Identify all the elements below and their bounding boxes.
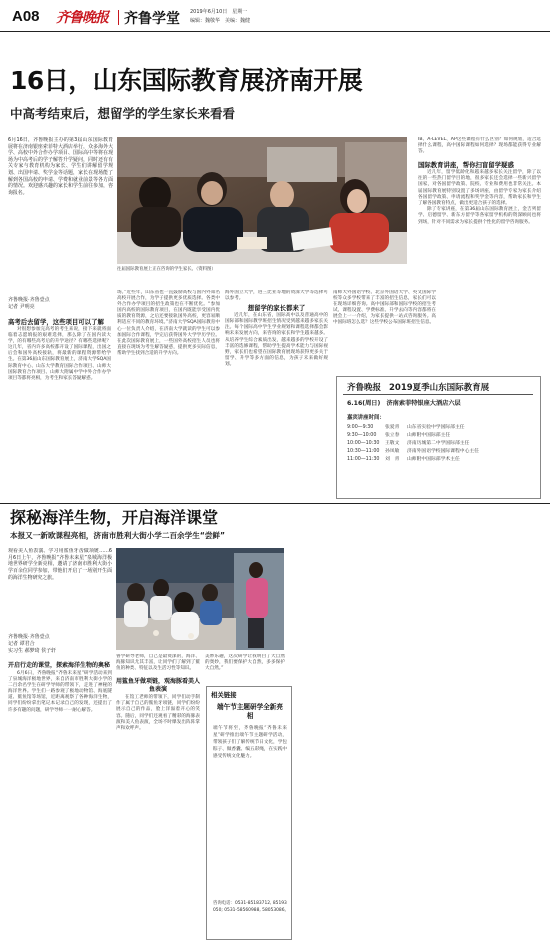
schedule-topic: 山师附中国际部主任 xyxy=(407,433,451,438)
ad-brand: 齐鲁晚报 xyxy=(347,383,382,393)
section-title: 齐鲁学堂 xyxy=(124,11,180,27)
expo-ad-box xyxy=(336,376,541,499)
schedule-speaker: 张爱青 xyxy=(385,425,400,430)
masthead-rule xyxy=(0,31,550,32)
story2-photo xyxy=(116,548,284,650)
related-link-head: 相关链接 xyxy=(211,691,237,699)
related-link-title: 端午节主题研学全新亮相 xyxy=(217,703,283,720)
story2-column-2: 鲁学研导老师，自己是最资深的，海洋、海豚知识尤其丰富，让同学们了解到了鲨鱼的种类、特征以及生活习性等知识。 用鲨鱼牙做项链，观海豚看美人鱼表演 在馆工老师的带领下，同学们动手制作了属于自己的鲨鱼牙项链，同学们纷纷展示自己的作品，脸上洋溢着开心的笑容。随后，同学们还观看了精彩的海豚表演和美人鱼表演，全场不时爆发出阵阵掌声和欢呼声。 xyxy=(116,654,200,731)
related-link-body: 端午节将至，齐鲁晚报“齐鲁未来星”研学推出端午节主题研学活动，带领孩子们了解传统节日文化，学包粽子、做香囊、编五彩绳，在实践中感受传统文化魅力。 xyxy=(213,726,287,759)
schedule-row xyxy=(347,456,537,464)
story2-sec2-title: 用鲨鱼牙做项链，观海豚看美人鱼表演 xyxy=(116,678,200,694)
schedule-row xyxy=(347,424,537,432)
story1-column-2: 场。”近些年，山东省也一直鼓励高校与国内外知名高校开展合作，为学子提供更多优质选择。各类中外合作办学项目的招生政策也在不断优化。“参加国内高校的国际教育项目，在国内既能享受国内优质的教育资源，之后还要接轨国外高校，更容易顺利适应不同的教育环境。”济南大学SQA国际教育中心一位负责人介绍，在济南大学就读的学生可以参加国际合作课程，学完后获得国外大学学历学位。在此次国际教育展上，一些国外高校招生人员也将直接在现场为考生解答疑惑，提供更多实际信息，帮助学生找到合适的升学方向。 xyxy=(117,290,220,356)
schedule-topic: 山东省实验中学国际部主任 xyxy=(407,425,465,430)
story2-lede: 观看美人鱼表演、学习用鲨鱼牙齿做项链……6月6日上午，齐鲁晚报“齐鲁未来星”泉城海洋极地世界研学全新亮相，邀请了济南市胜利大街小学百余位同学参加，带他们开启了一场别开生面的海洋生物研究之旅。 xyxy=(8,548,112,581)
story2-subhead: 本报又一新欧课程亮相，济南市胜利大街小学二百余学生“尝鲜” xyxy=(10,531,226,540)
story1-photo-caption: 往届国际教育展上正在咨询的学生家长。（资料图） xyxy=(117,267,216,272)
story-divider xyxy=(0,503,550,504)
story1-q3-title: 国际教育讲座，帮你扫盲留学疑惑 xyxy=(418,161,514,170)
story2-column-1: 开启行走的课堂，探索海洋生物的奥秘 6月6日，齐鲁晚报“齐鲁未来星”研学活动来到了泉城海洋极地世界，来自济南市胜利大街小学的二百余名学生在研学导师的带领下，走进了神秘的海洋世界。学生们一路参观了极地动物馆、海底隧道、鲨鱼馆等场馆，近距离观察了各种海洋生物，同学们纷纷拿出笔记本记录自己的发现，还提出了许多有趣的问题，研学导师一一耐心解答。 xyxy=(8,662,112,713)
story2-sec1-title: 开启行走的课堂，探索海洋生物的奥秘 xyxy=(8,662,111,669)
story1-column-5: IB、A-LEVEL、AP这些课程有什么区别？如何规划，适合选择什么课程，高中国际课程如何选择？现场都能获得专业解答。 国际教育讲座，帮你扫盲留学疑惑 近几年，留学低龄化和越来越多家长关注留学，除了以往的一些热门留学目的地，很多家长还会选择一些新兴留学国家，对各国留学政策、院校、专业和费用也非常关注。本届国际教育展特别设置了多场讲座，由留学专家为家长介绍各国留学政策、申请流程和奖学金等内容，帮助家长和学生了解各国教育特点，做出更适合孩子的选择。 除了专家讲座，在第36届山东国际教育展上，金吉列留学、启德留学、新东方留学等各家留学机构的资深顾问也将到场，针对不同需求为家长提供个性化的留学咨询服务。 xyxy=(418,137,541,225)
schedule-speaker: 刘 青 xyxy=(385,457,400,462)
page-number: A08 xyxy=(12,8,40,25)
schedule-speaker: 张立春 xyxy=(385,433,400,438)
brand-logo: 齐鲁晚报 xyxy=(56,10,108,26)
schedule-row xyxy=(347,448,537,456)
story2-headline: 探秘海洋生物，开启海洋课堂 xyxy=(10,508,219,527)
schedule-topic: 山师附中国际部学术主任 xyxy=(407,457,460,462)
ad-schedule-title: 嘉宾讲座时间： xyxy=(347,415,385,421)
story1-column-4: 南师大外国语学校、北京外国语大学、英文国际学校等众多学校带来了丰富的招生信息，家长们可以在现场详细咨询。高中国际部和国际学校的招生考试、课程设置、学费标准、升学去向等内容都将在展会上一一介绍，为家长提供一站式咨询服务。高中国际班怎么选？这些学校公布国际班招生信息。 xyxy=(333,290,436,326)
story1-column-3: 海外国立大学，进三比亚等地的资深大学等选择可以参考。 想留学的家长都来了 近几年，在山东省，国际高中以及普通高中的国际部和国际教学班招生情况受到越来越多家长关注。每个国际高中学生学业规划和课程选择都会影响未来发展方向，来咨询的家长和学生越来越多。从培养学生综合素质出发，越来越多的学校开设了丰富的选修课程，帮助学生提高学术能力与国际视野，家长们也希望在国际教育展现场获得更多关于留学、升学等多方面的信息，为孩子未来做好规划。 xyxy=(225,290,328,367)
ad-date-venue: 6.16(周日) 济南索菲特银座大酒店六层 xyxy=(347,400,461,407)
schedule-topic: 济南外国语学校国际课程中心主任 xyxy=(407,449,479,454)
schedule-speaker: 王敬文 xyxy=(385,441,400,446)
consultation-photo-image xyxy=(117,137,407,264)
schedule-row xyxy=(347,440,537,448)
ad-schedule-list xyxy=(347,424,537,464)
schedule-time: 9:00—9:30 xyxy=(347,425,374,430)
students-photo-image xyxy=(116,548,284,650)
masthead-divider xyxy=(118,10,119,25)
date-line: 2019年6月10日 星期一 xyxy=(190,9,248,15)
story1-column-1: 高考后去留学，这些项目可以了解 对很想参加完高考的考生来说，接下来就将面临着志愿填报的艰难选择，那么除了在国内读大学，的有哪些高考后的升学途径？有哪些选择呢？这几年，省内许多高校都开设了国际课程，出国之后会和国外高校接轨，将最新的课程资源带给学生。在第36届山东国际教育展上，济南大学SQA国际教育中心、山东大学教育国际合作项目、山师大国际教育合作项目、山师大附属中学中外合作办学项目等都将亮相，为考生和家长答疑解惑。 xyxy=(8,318,111,381)
related-link-box xyxy=(206,686,292,940)
story1-headline: 16日，山东国际教育展济南开展 xyxy=(10,66,363,95)
ad-underline xyxy=(343,394,533,395)
story1-photo xyxy=(117,137,407,264)
schedule-time: 10:30—11:00 xyxy=(347,449,380,454)
story1-subhead: 中高考结束后，想留学的学生家长来看看 xyxy=(10,106,236,121)
ad-title: 2019夏季山东国际教育展 xyxy=(389,383,490,393)
related-link-phone: 咨询电话：0531-85183712, 85193050; 0531-58560988, 58053086。 xyxy=(213,901,289,913)
masthead xyxy=(12,5,540,31)
story1-byline: 齐鲁晚报·齐鲁壹点 记者 尹明亮 xyxy=(8,297,50,310)
schedule-speaker: 孙凤敏 xyxy=(385,449,400,454)
schedule-topic: 济南历城第二中学国际部主任 xyxy=(407,441,470,446)
story2-column-3: 美妙乐趣，这次研学让我明白了大自然的奥妙，我们要保护大自然，多多保护大自然。” xyxy=(205,654,285,672)
story1-q2-title: 想留学的家长都来了 xyxy=(247,304,306,313)
schedule-time: 11:00—11:30 xyxy=(347,457,380,462)
story1-q1-title: 高考后去留学，这些项目可以了解 xyxy=(8,318,104,326)
story2-byline: 齐鲁晚报·齐鲁壹点 记者 谭君合 实习生 郝梦琦 侯子轩 xyxy=(8,634,57,654)
schedule-time: 10:00—10:30 xyxy=(347,441,380,446)
schedule-row xyxy=(347,432,537,440)
schedule-time: 9:30—10:00 xyxy=(347,433,377,438)
story1-lede: 6月16日，齐鲁晚报主办的第3届山东国际教育展将在济南银座索菲特大酒店举行，众多海外大学、高校中外合作办学项目、国际高中等将在现场为中高考后的学子解答升学疑问，同时还有有关专家与教育机构为家长、学生们讲解留学规划、出国申请、奖学金等话题，家长在现场能了解到各国高校的申请、学费和就业前景等各方面的情况。欢迎感兴趣的家长和学生前往参加，咨询报名。 xyxy=(8,137,113,196)
editor-line: 编辑：魏敬华 美编：魏健 xyxy=(190,18,251,24)
